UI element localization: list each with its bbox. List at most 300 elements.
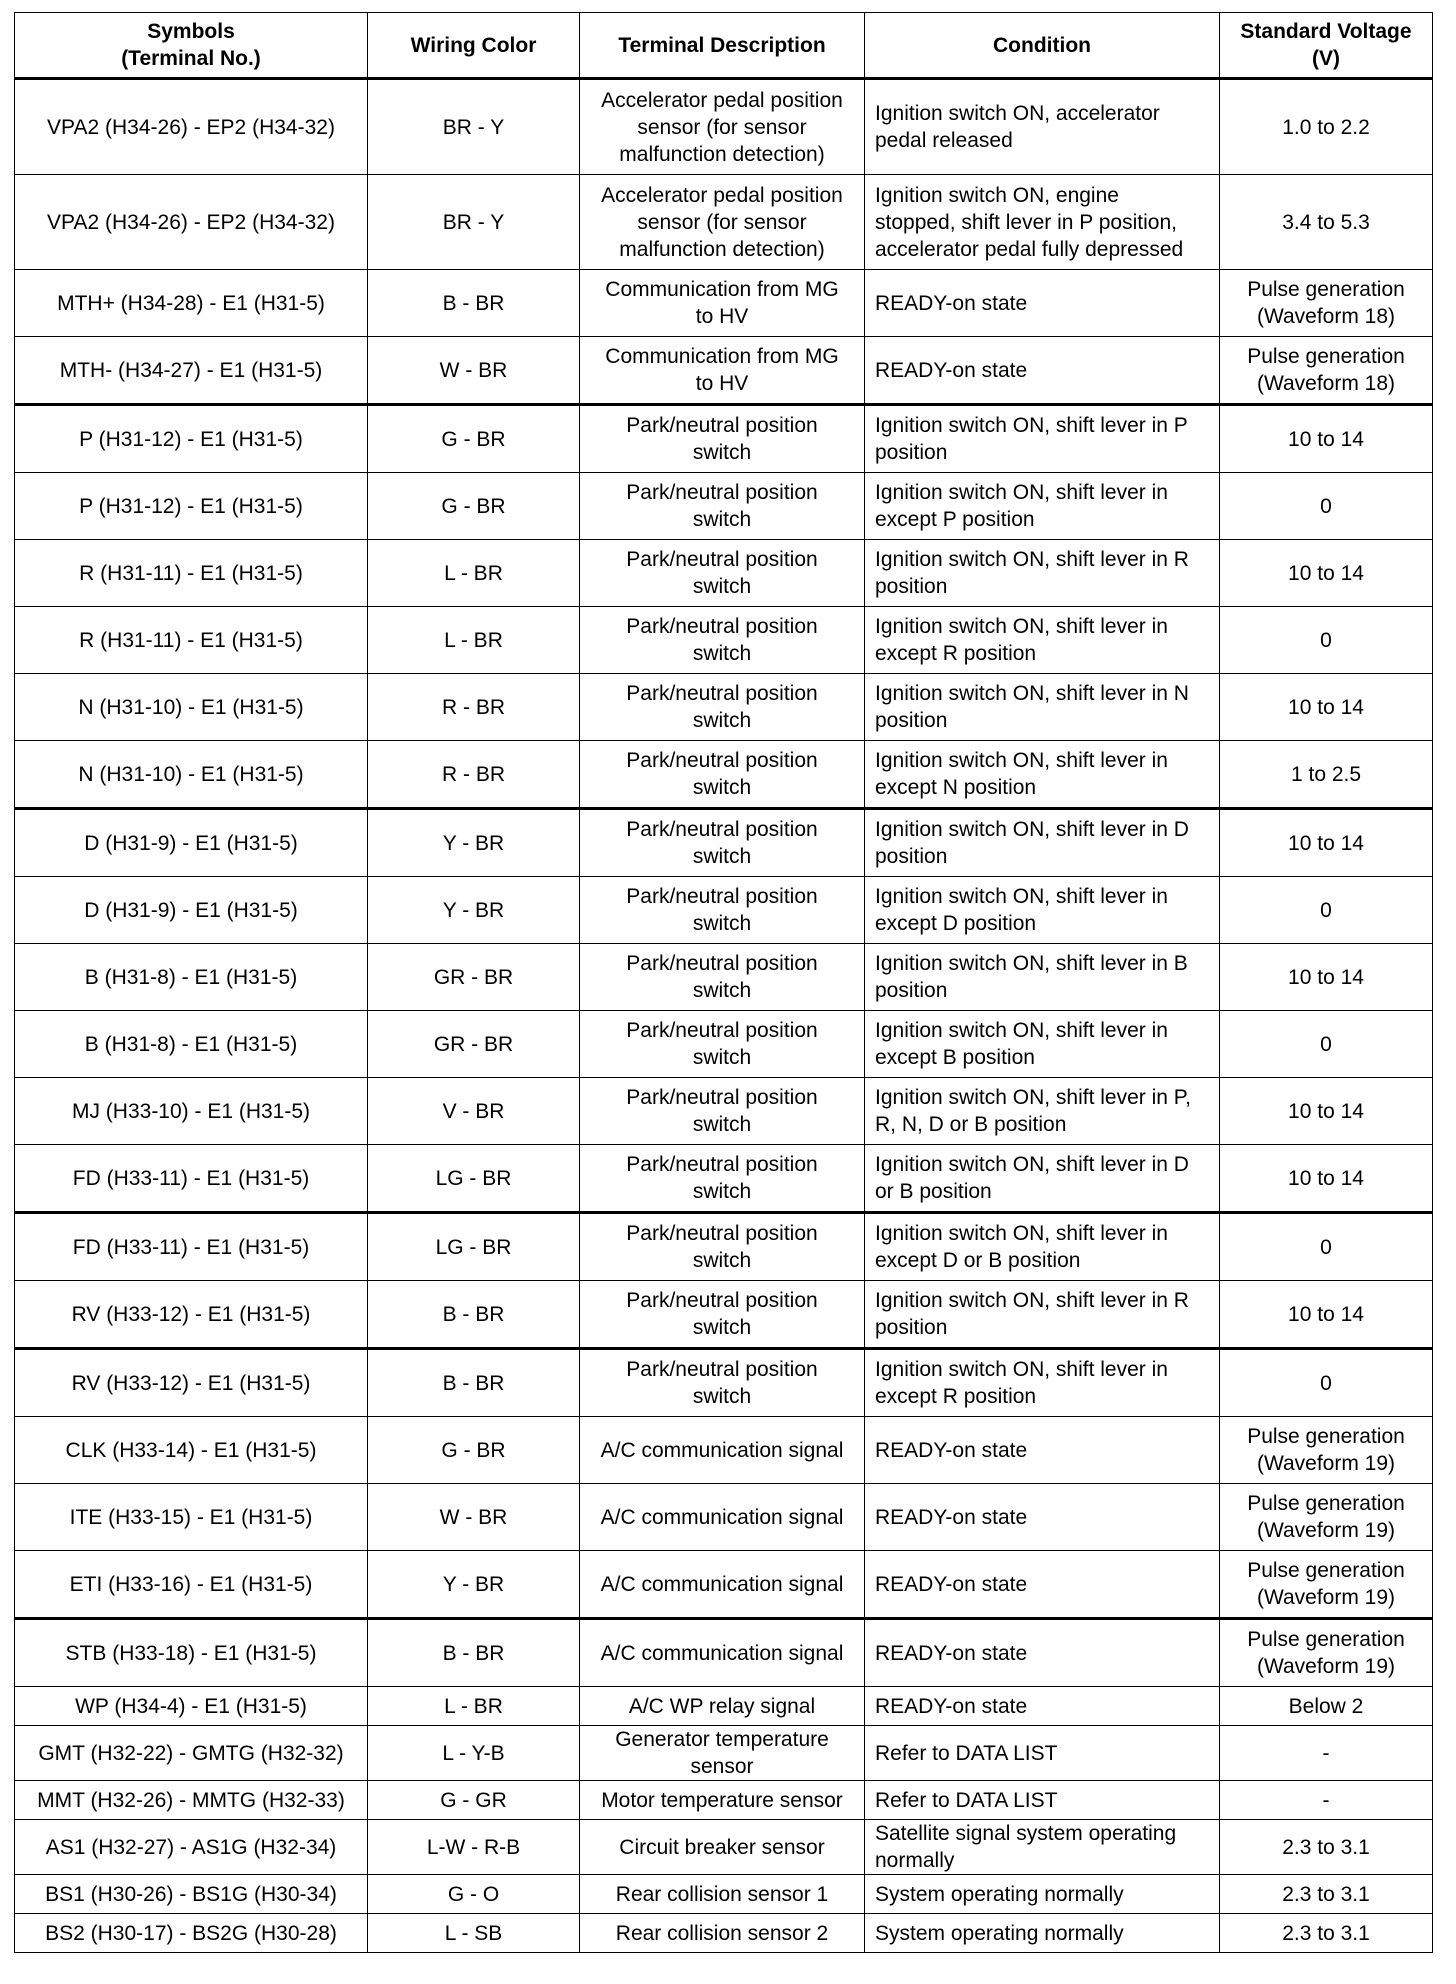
cell-condition <box>865 877 1220 944</box>
cell-terminal-description <box>580 741 865 809</box>
cell-symbols: RV (H33-12) - E1 (H31-5) <box>15 1349 368 1417</box>
cell-terminal-description <box>580 1687 865 1726</box>
cell-standard-voltage <box>1220 1687 1433 1726</box>
cell-terminal-description <box>580 1820 865 1875</box>
cell-condition <box>865 1820 1220 1875</box>
cell-text-line: Motor temperature sensor <box>601 1788 843 1812</box>
cell-symbols: VPA2 (H34-26) - EP2 (H34-32) <box>15 175 368 270</box>
cell-terminal-description <box>580 540 865 607</box>
cell-symbols: R (H31-11) - E1 (H31-5) <box>15 540 368 607</box>
cell-text-line: switch <box>692 508 752 531</box>
cell-wiring-color: Y - BR <box>368 809 580 877</box>
cell-text-line: (Terminal No.) <box>121 47 261 70</box>
cell-text-line: Pulse generation <box>1247 278 1405 301</box>
table-row <box>15 270 1433 337</box>
cell-condition <box>865 1417 1220 1484</box>
cell-symbols: ITE (H33-15) - E1 (H31-5) <box>15 1484 368 1551</box>
cell-wiring-color: L - BR <box>368 1687 580 1726</box>
cell-terminal-description <box>580 1875 865 1914</box>
cell-standard-voltage <box>1220 607 1433 674</box>
cell-text-line: READY-on state <box>875 358 1028 382</box>
cell-text-line: position <box>875 845 948 868</box>
cell-text-line: switch <box>692 1249 752 1272</box>
cell-text-line: Rear collision sensor 1 <box>615 1882 829 1906</box>
cell-text-line: READY-on state <box>875 1438 1028 1462</box>
cell-text-line: switch <box>692 1180 752 1203</box>
cell-text-line: Ignition switch ON, shift lever in <box>875 885 1168 908</box>
cell-text-line: position <box>875 1316 948 1339</box>
table-row <box>15 809 1433 877</box>
cell-text-line: (V) <box>1312 47 1340 70</box>
table-row <box>15 405 1433 473</box>
cell-text-line: Circuit breaker sensor <box>619 1835 825 1859</box>
cell-text-line: Accelerator pedal position <box>601 183 843 207</box>
cell-text-line: 10 to 14 <box>1288 561 1364 585</box>
cell-text-line: 0 <box>1320 1235 1332 1259</box>
cell-symbols: GMT (H32-22) - GMTG (H32-32) <box>15 1726 368 1781</box>
cell-text-line: switch <box>692 912 752 935</box>
cell-standard-voltage <box>1220 1078 1433 1145</box>
cell-condition <box>865 1726 1220 1781</box>
cell-symbols: B (H31-8) - E1 (H31-5) <box>15 1011 368 1078</box>
cell-text-line: Ignition switch ON, shift lever in <box>875 1222 1168 1245</box>
cell-standard-voltage <box>1220 741 1433 809</box>
cell-text-line: Park/neutral position <box>626 481 818 504</box>
cell-text-line: Terminal Description <box>618 33 826 57</box>
cell-condition <box>865 1781 1220 1820</box>
cell-text-line: 10 to 14 <box>1288 1166 1364 1190</box>
table-row <box>15 607 1433 674</box>
cell-wiring-color: W - BR <box>368 337 580 405</box>
cell-text-line: sensor <box>690 1755 754 1778</box>
cell-text-line: except P position <box>875 508 1035 531</box>
cell-standard-voltage <box>1220 540 1433 607</box>
header-condition <box>865 13 1220 79</box>
cell-condition <box>865 540 1220 607</box>
cell-wiring-color: B - BR <box>368 1349 580 1417</box>
cell-wiring-color: G - O <box>368 1875 580 1914</box>
cell-text-line: malfunction detection) <box>619 142 825 166</box>
cell-text-line: A/C WP relay signal <box>628 1694 816 1718</box>
cell-standard-voltage <box>1220 1781 1433 1820</box>
cell-text-line: Condition <box>993 33 1091 57</box>
table-row <box>15 1281 1433 1349</box>
table-row <box>15 337 1433 405</box>
cell-text-line: 0 <box>1320 494 1332 518</box>
cell-symbols: MJ (H33-10) - E1 (H31-5) <box>15 1078 368 1145</box>
cell-text-line: READY-on state <box>875 1694 1028 1718</box>
cell-text-line: (Waveform 18) <box>1256 305 1396 328</box>
cell-text-line: Park/neutral position <box>626 885 818 908</box>
cell-standard-voltage <box>1220 1145 1433 1213</box>
cell-text-line: Ignition switch ON, shift lever in R <box>875 1289 1189 1312</box>
cell-text-line: Communication from MG <box>605 345 839 368</box>
cell-text-line: 1 to 2.5 <box>1290 762 1362 786</box>
cell-condition <box>865 1551 1220 1619</box>
cell-standard-voltage <box>1220 1281 1433 1349</box>
cell-text-line: 10 to 14 <box>1288 427 1364 451</box>
cell-symbols: CLK (H33-14) - E1 (H31-5) <box>15 1417 368 1484</box>
cell-wiring-color: LG - BR <box>368 1213 580 1281</box>
cell-standard-voltage <box>1220 1914 1433 1953</box>
table-row <box>15 1781 1433 1820</box>
cell-terminal-description <box>580 405 865 473</box>
cell-text-line: Satellite signal system operating <box>875 1822 1177 1845</box>
cell-terminal-description <box>580 1551 865 1619</box>
cell-symbols: BS1 (H30-26) - BS1G (H30-34) <box>15 1875 368 1914</box>
table-row <box>15 473 1433 540</box>
cell-text-line: Ignition switch ON, accelerator <box>875 102 1160 125</box>
table-row <box>15 1011 1433 1078</box>
cell-text-line: Ignition switch ON, shift lever in D <box>875 818 1189 841</box>
cell-symbols: FD (H33-11) - E1 (H31-5) <box>15 1213 368 1281</box>
cell-text-line: position <box>875 441 948 464</box>
cell-text-line: Park/neutral position <box>626 1019 818 1042</box>
cell-wiring-color: BR - Y <box>368 175 580 270</box>
cell-text-line: A/C communication signal <box>600 1572 844 1596</box>
cell-standard-voltage <box>1220 1484 1433 1551</box>
cell-text-line: Ignition switch ON, shift lever in <box>875 749 1168 772</box>
cell-text-line: Accelerator pedal position <box>601 88 843 112</box>
cell-terminal-description <box>580 944 865 1011</box>
cell-text-line: switch <box>692 575 752 598</box>
header-symbols <box>15 13 368 79</box>
cell-wiring-color: B - BR <box>368 1619 580 1687</box>
cell-terminal-description <box>580 1213 865 1281</box>
cell-symbols: AS1 (H32-27) - AS1G (H32-34) <box>15 1820 368 1875</box>
cell-text-line: switch <box>692 441 752 464</box>
cell-text-line: sensor (for sensor <box>637 210 807 234</box>
cell-text-line: or B position <box>875 1180 992 1203</box>
cell-text-line: except R position <box>875 642 1037 665</box>
cell-terminal-description <box>580 1349 865 1417</box>
table-row <box>15 1213 1433 1281</box>
cell-text-line: 10 to 14 <box>1288 831 1364 855</box>
cell-text-line: Park/neutral position <box>626 414 818 437</box>
cell-text-line: 2.3 to 3.1 <box>1282 1835 1370 1859</box>
cell-condition <box>865 1349 1220 1417</box>
terminal-voltage-table <box>14 12 1433 1953</box>
cell-standard-voltage <box>1220 1551 1433 1619</box>
cell-terminal-description <box>580 1078 865 1145</box>
cell-condition <box>865 1281 1220 1349</box>
cell-condition <box>865 1145 1220 1213</box>
cell-text-line: Park/neutral position <box>626 1289 818 1312</box>
cell-text-line: Park/neutral position <box>626 818 818 841</box>
cell-text-line: Ignition switch ON, shift lever in <box>875 1019 1168 1042</box>
cell-condition <box>865 1484 1220 1551</box>
cell-condition <box>865 674 1220 741</box>
cell-text-line: Ignition switch ON, shift lever in P, <box>875 1086 1191 1109</box>
cell-symbols: B (H31-8) - E1 (H31-5) <box>15 944 368 1011</box>
table-row <box>15 1726 1433 1781</box>
cell-condition <box>865 1011 1220 1078</box>
cell-terminal-description <box>580 809 865 877</box>
cell-text-line: Pulse generation <box>1247 1492 1405 1515</box>
cell-text-line: except B position <box>875 1046 1035 1069</box>
cell-text-line: 1.0 to 2.2 <box>1282 115 1370 139</box>
cell-wiring-color: L-W - R-B <box>368 1820 580 1875</box>
cell-standard-voltage <box>1220 270 1433 337</box>
cell-text-line: Park/neutral position <box>626 1358 818 1381</box>
cell-text-line: Ignition switch ON, shift lever in <box>875 1358 1168 1381</box>
cell-symbols: VPA2 (H34-26) - EP2 (H34-32) <box>15 79 368 175</box>
cell-text-line: 10 to 14 <box>1288 965 1364 989</box>
cell-text-line: switch <box>692 642 752 665</box>
cell-standard-voltage <box>1220 473 1433 540</box>
cell-wiring-color: W - BR <box>368 1484 580 1551</box>
cell-text-line: Symbols <box>147 20 235 43</box>
cell-text-line: 10 to 14 <box>1288 1099 1364 1123</box>
cell-wiring-color: L - BR <box>368 540 580 607</box>
cell-text-line: (Waveform 19) <box>1256 1519 1396 1542</box>
table-row <box>15 1619 1433 1687</box>
cell-standard-voltage <box>1220 809 1433 877</box>
cell-text-line: switch <box>692 845 752 868</box>
cell-terminal-description <box>580 877 865 944</box>
table-row <box>15 674 1433 741</box>
cell-wiring-color: G - BR <box>368 405 580 473</box>
cell-condition <box>865 809 1220 877</box>
cell-text-line: 2.3 to 3.1 <box>1282 1921 1370 1945</box>
cell-text-line: 0 <box>1320 898 1332 922</box>
cell-standard-voltage <box>1220 337 1433 405</box>
cell-wiring-color: GR - BR <box>368 944 580 1011</box>
header-standard-voltage <box>1220 13 1433 79</box>
table-row <box>15 741 1433 809</box>
cell-text-line: Ignition switch ON, shift lever in <box>875 481 1168 504</box>
cell-text-line: Generator temperature <box>615 1728 829 1751</box>
cell-text-line: Park/neutral position <box>626 749 818 772</box>
cell-terminal-description <box>580 1726 865 1781</box>
cell-text-line: Pulse generation <box>1247 345 1405 368</box>
table-row <box>15 175 1433 270</box>
cell-condition <box>865 1687 1220 1726</box>
cell-text-line: except R position <box>875 1385 1037 1408</box>
cell-text-line: READY-on state <box>875 1572 1028 1596</box>
cell-text-line: Pulse generation <box>1247 1425 1405 1448</box>
cell-terminal-description <box>580 1484 865 1551</box>
cell-text-line: (Waveform 18) <box>1256 372 1396 395</box>
cell-wiring-color: B - BR <box>368 1281 580 1349</box>
cell-symbols: FD (H33-11) - E1 (H31-5) <box>15 1145 368 1213</box>
cell-text-line: except D position <box>875 912 1037 935</box>
cell-symbols: D (H31-9) - E1 (H31-5) <box>15 809 368 877</box>
cell-text-line: Refer to DATA LIST <box>875 1741 1058 1765</box>
cell-text-line: switch <box>692 1046 752 1069</box>
cell-standard-voltage <box>1220 1726 1433 1781</box>
table-row <box>15 1145 1433 1213</box>
cell-text-line: Park/neutral position <box>626 1222 818 1245</box>
cell-wiring-color: G - BR <box>368 473 580 540</box>
cell-text-line: System operating normally <box>875 1882 1124 1906</box>
table-row <box>15 944 1433 1011</box>
cell-text-line: - <box>1322 1788 1330 1812</box>
cell-wiring-color: G - GR <box>368 1781 580 1820</box>
cell-text-line: malfunction detection) <box>619 237 825 261</box>
cell-standard-voltage <box>1220 1417 1433 1484</box>
cell-terminal-description <box>580 1011 865 1078</box>
cell-standard-voltage <box>1220 79 1433 175</box>
cell-text-line: (Waveform 19) <box>1256 1655 1396 1678</box>
cell-text-line: READY-on state <box>875 291 1028 315</box>
cell-terminal-description <box>580 473 865 540</box>
cell-text-line: position <box>875 979 948 1002</box>
cell-text-line: except N position <box>875 776 1037 799</box>
cell-standard-voltage <box>1220 944 1433 1011</box>
cell-text-line: Park/neutral position <box>626 682 818 705</box>
table-row <box>15 1820 1433 1875</box>
cell-terminal-description <box>580 337 865 405</box>
cell-condition <box>865 337 1220 405</box>
cell-wiring-color: BR - Y <box>368 79 580 175</box>
cell-wiring-color: L - BR <box>368 607 580 674</box>
cell-wiring-color: B - BR <box>368 270 580 337</box>
cell-condition <box>865 607 1220 674</box>
cell-symbols: N (H31-10) - E1 (H31-5) <box>15 674 368 741</box>
cell-text-line: switch <box>692 1113 752 1136</box>
cell-text-line: Ignition switch ON, shift lever in D <box>875 1153 1189 1176</box>
cell-text-line: READY-on state <box>875 1505 1028 1529</box>
cell-standard-voltage <box>1220 877 1433 944</box>
cell-standard-voltage <box>1220 1820 1433 1875</box>
header-wiring-color <box>368 13 580 79</box>
cell-text-line: Park/neutral position <box>626 1086 818 1109</box>
cell-text-line: READY-on state <box>875 1641 1028 1665</box>
cell-text-line: position <box>875 709 948 732</box>
cell-symbols: P (H31-12) - E1 (H31-5) <box>15 473 368 540</box>
cell-terminal-description <box>580 1914 865 1953</box>
cell-text-line: Ignition switch ON, shift lever in P <box>875 414 1188 437</box>
cell-text-line: Refer to DATA LIST <box>875 1788 1058 1812</box>
cell-text-line: Below 2 <box>1288 1694 1364 1718</box>
cell-text-line: Ignition switch ON, shift lever in R <box>875 548 1189 571</box>
cell-condition <box>865 79 1220 175</box>
cell-symbols: P (H31-12) - E1 (H31-5) <box>15 405 368 473</box>
cell-text-line: switch <box>692 776 752 799</box>
cell-symbols: N (H31-10) - E1 (H31-5) <box>15 741 368 809</box>
cell-condition <box>865 1213 1220 1281</box>
cell-text-line: - <box>1322 1741 1330 1765</box>
cell-wiring-color: L - SB <box>368 1914 580 1953</box>
cell-wiring-color: LG - BR <box>368 1145 580 1213</box>
cell-text-line: 10 to 14 <box>1288 1302 1364 1326</box>
table-row <box>15 1875 1433 1914</box>
cell-symbols: BS2 (H30-17) - BS2G (H30-28) <box>15 1914 368 1953</box>
cell-text-line: 0 <box>1320 628 1332 652</box>
cell-condition <box>865 270 1220 337</box>
cell-standard-voltage <box>1220 1619 1433 1687</box>
cell-condition <box>865 175 1220 270</box>
cell-wiring-color: V - BR <box>368 1078 580 1145</box>
cell-text-line: sensor (for sensor <box>637 115 807 139</box>
table-row <box>15 1484 1433 1551</box>
cell-symbols: MMT (H32-26) - MMTG (H32-33) <box>15 1781 368 1820</box>
cell-condition <box>865 1619 1220 1687</box>
cell-text-line: 0 <box>1320 1371 1332 1395</box>
cell-symbols: MTH+ (H34-28) - E1 (H31-5) <box>15 270 368 337</box>
header-row <box>15 13 1433 79</box>
cell-condition <box>865 473 1220 540</box>
cell-condition <box>865 1875 1220 1914</box>
cell-text-line: Ignition switch ON, shift lever in <box>875 615 1168 638</box>
table-row <box>15 1914 1433 1953</box>
table-row <box>15 79 1433 175</box>
cell-terminal-description <box>580 674 865 741</box>
cell-text-line: except D or B position <box>875 1249 1081 1272</box>
cell-terminal-description <box>580 270 865 337</box>
cell-text-line: A/C communication signal <box>600 1438 844 1462</box>
cell-terminal-description <box>580 79 865 175</box>
cell-terminal-description <box>580 1281 865 1349</box>
cell-condition <box>865 1078 1220 1145</box>
cell-symbols: WP (H34-4) - E1 (H31-5) <box>15 1687 368 1726</box>
cell-symbols: D (H31-9) - E1 (H31-5) <box>15 877 368 944</box>
cell-symbols: RV (H33-12) - E1 (H31-5) <box>15 1281 368 1349</box>
cell-text-line: Park/neutral position <box>626 615 818 638</box>
cell-symbols: MTH- (H34-27) - E1 (H31-5) <box>15 337 368 405</box>
table-row <box>15 1349 1433 1417</box>
cell-text-line: switch <box>692 979 752 1002</box>
cell-text-line: pedal released <box>875 129 1013 152</box>
cell-text-line: Communication from MG <box>605 278 839 301</box>
cell-text-line: normally <box>875 1849 955 1872</box>
cell-text-line: Pulse generation <box>1247 1628 1405 1651</box>
cell-text-line: Standard Voltage <box>1240 20 1412 43</box>
cell-terminal-description <box>580 1145 865 1213</box>
cell-text-line: Ignition switch ON, engine <box>875 183 1119 207</box>
cell-symbols: R (H31-11) - E1 (H31-5) <box>15 607 368 674</box>
cell-text-line: 0 <box>1320 1032 1332 1056</box>
cell-text-line: to HV <box>695 372 749 395</box>
cell-text-line: A/C communication signal <box>600 1505 844 1529</box>
cell-text-line: (Waveform 19) <box>1256 1586 1396 1609</box>
cell-text-line: Pulse generation <box>1247 1559 1405 1582</box>
cell-text-line: Ignition switch ON, shift lever in N <box>875 682 1189 705</box>
cell-text-line: accelerator pedal fully depressed <box>875 237 1184 261</box>
cell-text-line: System operating normally <box>875 1921 1124 1945</box>
cell-text-line: 2.3 to 3.1 <box>1282 1882 1370 1906</box>
header-terminal-description <box>580 13 865 79</box>
cell-terminal-description <box>580 607 865 674</box>
cell-text-line: stopped, shift lever in P position, <box>875 210 1177 234</box>
cell-text-line: 3.4 to 5.3 <box>1282 210 1370 234</box>
cell-wiring-color: Y - BR <box>368 1551 580 1619</box>
table-row <box>15 1551 1433 1619</box>
cell-standard-voltage <box>1220 1213 1433 1281</box>
cell-symbols: ETI (H33-16) - E1 (H31-5) <box>15 1551 368 1619</box>
cell-wiring-color: G - BR <box>368 1417 580 1484</box>
cell-text-line: Wiring Color <box>410 33 537 57</box>
table-row <box>15 877 1433 944</box>
cell-wiring-color: GR - BR <box>368 1011 580 1078</box>
table-row <box>15 540 1433 607</box>
cell-standard-voltage <box>1220 175 1433 270</box>
cell-wiring-color: Y - BR <box>368 877 580 944</box>
cell-standard-voltage <box>1220 1011 1433 1078</box>
cell-condition <box>865 741 1220 809</box>
cell-standard-voltage <box>1220 674 1433 741</box>
table-row <box>15 1417 1433 1484</box>
cell-condition <box>865 944 1220 1011</box>
cell-wiring-color: R - BR <box>368 741 580 809</box>
cell-text-line: Ignition switch ON, shift lever in B <box>875 952 1188 975</box>
cell-text-line: R, N, D or B position <box>875 1113 1067 1136</box>
cell-text-line: 10 to 14 <box>1288 695 1364 719</box>
cell-text-line: position <box>875 575 948 598</box>
cell-terminal-description <box>580 1619 865 1687</box>
cell-wiring-color: L - Y-B <box>368 1726 580 1781</box>
